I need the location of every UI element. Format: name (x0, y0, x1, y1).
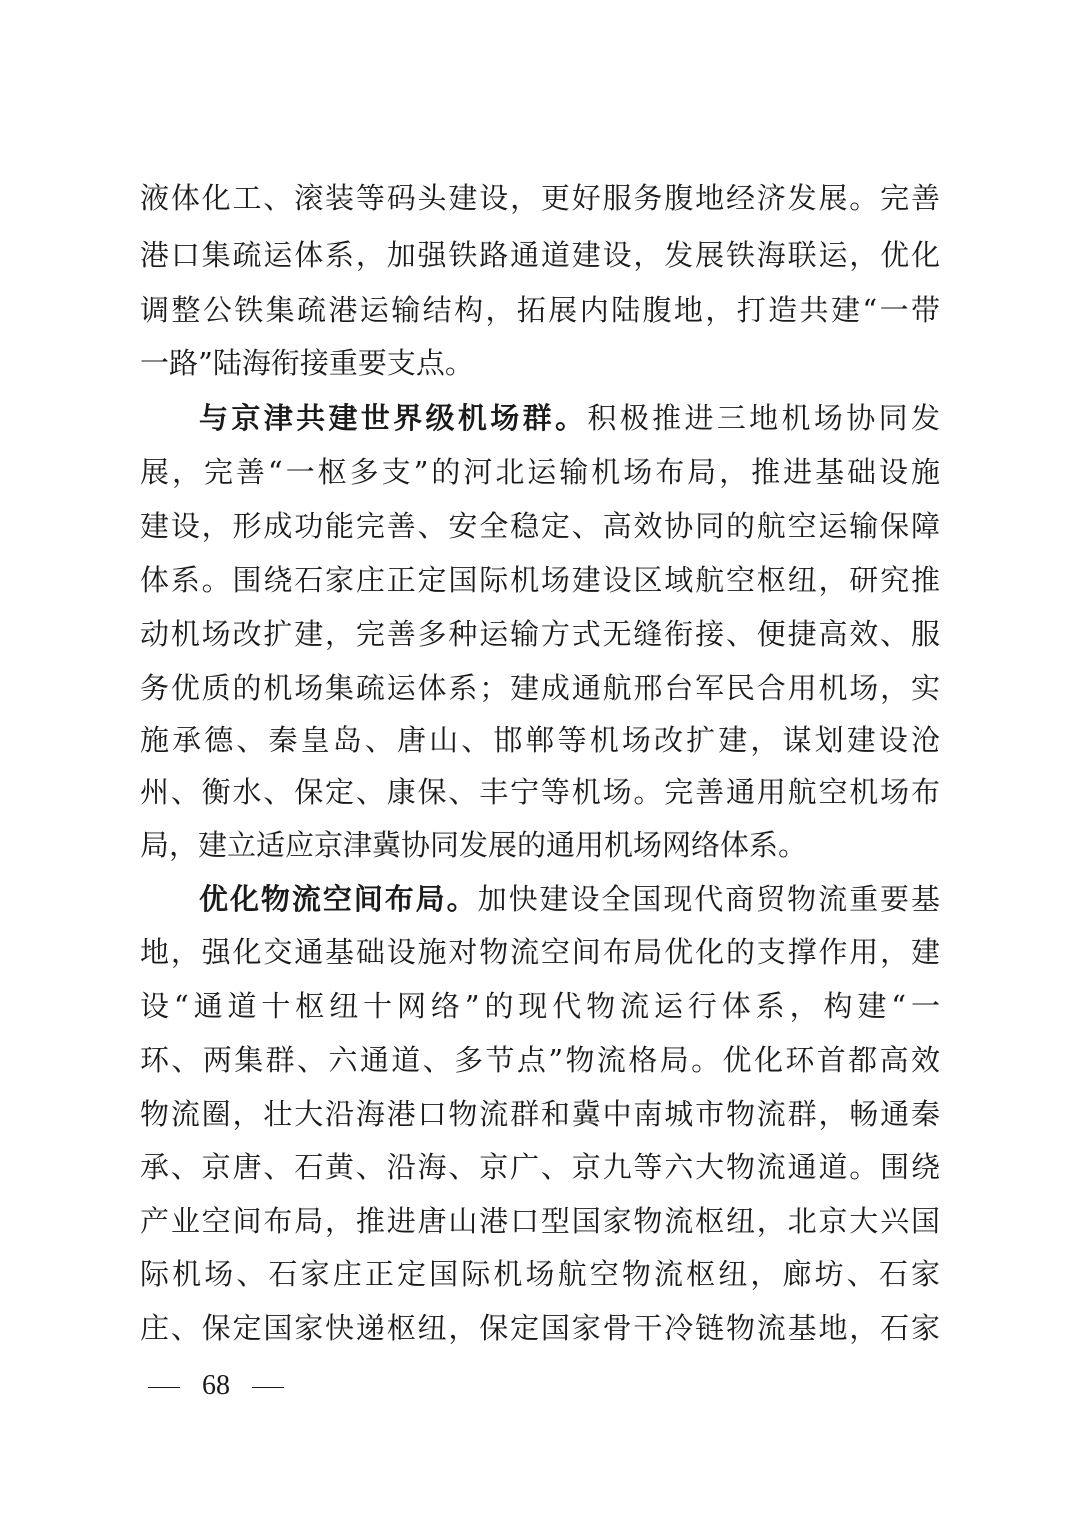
paragraph-line: 州、衡水、保定、康保、丰宁等机场。完善通用航空机场布 (140, 775, 940, 809)
paragraph-line: 体系。围绕石家庄正定国际机场建设区域航空枢纽，研究推 (140, 563, 940, 597)
paragraph-first-line (199, 398, 940, 438)
page-footer (148, 1366, 284, 1406)
paragraph-line: 产业空间布局，推进唐山港口型国家物流枢纽，北京大兴国 (140, 1204, 940, 1238)
paragraph-first-line (199, 879, 940, 919)
paragraph-line: 承、京唐、石黄、沿海、京广、京九等六大物流通道。围绕 (140, 1150, 940, 1184)
paragraph-line: 液体化工、滚装等码头建设，更好服务腹地经济发展。完善 (140, 181, 940, 215)
section-heading: 与京津共建世界级机场群。 (199, 401, 588, 435)
paragraph-line: 一路”陆海衔接重要支点。 (140, 346, 474, 380)
paragraph-line: 务优质的机场集疏运体系；建成通航邢台军民合用机场，实 (140, 671, 940, 705)
paragraph-line: 局，建立适应京津冀协同发展的通用机场网络体系。 (140, 828, 808, 862)
footer-dash-right (252, 1387, 284, 1388)
paragraph-line: 展，完善“一枢多支”的河北运输机场布局，推进基础设施 (140, 455, 940, 489)
page-number: 68 (202, 1370, 230, 1401)
paragraph-line: 动机场改扩建，完善多种运输方式无缝衔接、便捷高效、服 (140, 617, 940, 651)
paragraph-line: 地，强化交通基础设施对物流空间布局优化的支撑作用，建 (140, 935, 940, 969)
footer-dash-left (148, 1387, 180, 1388)
paragraph-line: 港口集疏运体系，加强铁路通道建设，发展铁海联运，优化 (140, 238, 940, 272)
paragraph-line: 建设，形成功能完善、安全稳定、高效协同的航空运输保障 (140, 509, 940, 543)
paragraph-line: 庄、保定国家快递枢纽，保定国家骨干冷链物流基地，石家 (140, 1311, 940, 1345)
section-heading: 优化物流空间布局。 (199, 882, 478, 916)
paragraph-line: 调整公铁集疏港运输结构，拓展内陆腹地，打造共建“一带 (140, 293, 940, 327)
paragraph-text: 加快建设全国现代商贸物流重要基 (477, 882, 940, 916)
paragraph-line: 设“通道十枢纽十网络”的现代物流运行体系，构建“一 (140, 989, 940, 1023)
paragraph-line: 施承德、秦皇岛、唐山、邯郸等机场改扩建，谋划建设沧 (140, 723, 940, 757)
paragraph-line: 物流圈，壮大沿海港口物流群和冀中南城市物流群，畅通秦 (140, 1097, 940, 1131)
paragraph-text: 积极推进三地机场协同发 (587, 401, 940, 435)
paragraph-line: 环、两集群、六通道、多节点”物流格局。优化环首都高效 (140, 1043, 940, 1077)
paragraph-line: 际机场、石家庄正定国际机场航空物流枢纽，廊坊、石家 (140, 1257, 940, 1291)
